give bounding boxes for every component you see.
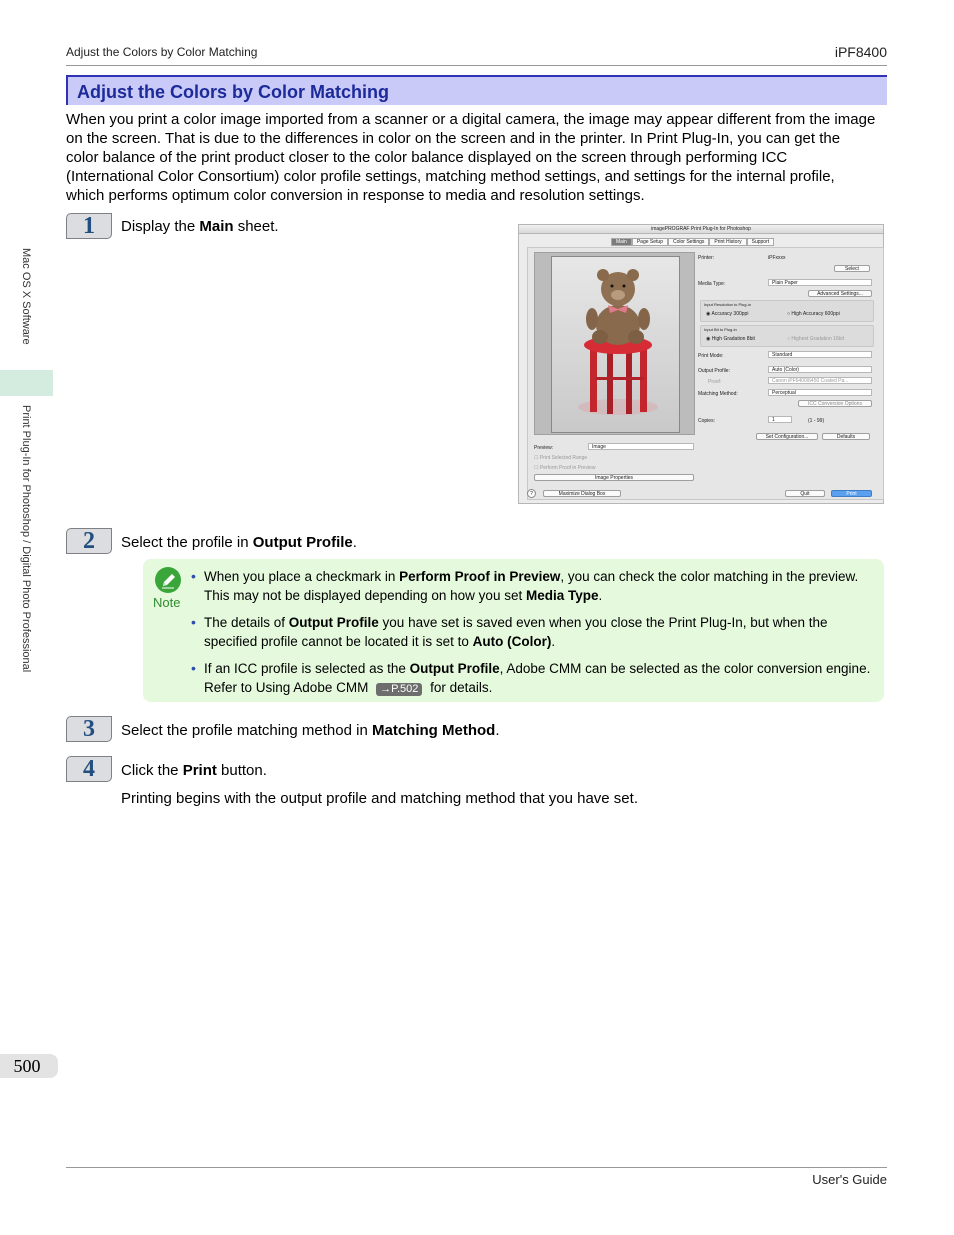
step-text-plain: button.: [216, 762, 267, 779]
note-bullet-text: [191, 613, 871, 651]
step-text-plain: .: [495, 722, 500, 739]
step-4-detail: Printing begins with the output profile and matching method that you have set.: [121, 790, 638, 807]
preview-label: Preview:: [534, 445, 554, 451]
pencil-note-icon: [155, 567, 181, 593]
step-2-text: [121, 534, 357, 551]
maximize-dialog-button[interactable]: Maximize Dialog Box: [543, 490, 621, 497]
step-text-bold: Matching Method: [371, 722, 496, 739]
text-bold: Output Profile: [409, 661, 500, 676]
note-label: Note: [153, 595, 181, 610]
footer-divider: [66, 1167, 887, 1168]
text-bold: Media Type: [525, 588, 599, 603]
print-mode-label: Print Mode:: [698, 353, 724, 359]
page-reference-link[interactable]: →P.502: [376, 683, 422, 696]
matching-method-label: Matching Method:: [698, 391, 738, 397]
note-bullet-text: [191, 659, 871, 697]
checkbox-icon: ☐: [534, 465, 540, 471]
step-text-bold: Print: [182, 762, 217, 779]
step-number-badge: 2: [66, 528, 112, 554]
preview-area: [534, 252, 695, 435]
radio-label: High Gradation 8bit: [711, 336, 755, 342]
step-text-plain: Select the profile in: [121, 534, 253, 551]
printer-label: Printer:: [698, 255, 715, 261]
note-bullet: [191, 567, 871, 605]
advanced-settings-button[interactable]: Advanced Settings...: [808, 290, 872, 297]
select-printer-button[interactable]: Select: [834, 265, 870, 272]
text-bold: Output Profile: [288, 615, 379, 630]
text-bold: Perform Proof in Preview: [399, 569, 561, 584]
text-run: .: [598, 588, 603, 603]
side-tab-print-plugin[interactable]: Print Plug-In for Photoshop / Digital Photo Professional: [20, 405, 32, 673]
step-number-badge: 1: [66, 213, 112, 239]
copies-label: Copies:: [698, 418, 715, 424]
tab-support[interactable]: Support: [747, 238, 775, 246]
defaults-button[interactable]: Defaults: [822, 433, 870, 440]
print-selected-range-checkbox[interactable]: [534, 455, 587, 461]
radio-label: High Accuracy 600ppi: [791, 311, 840, 317]
proof-checkbox-label[interactable]: Proof:: [708, 379, 722, 385]
input-bit-group: [700, 325, 874, 347]
step-text-plain: Select the profile matching method in: [121, 722, 372, 739]
input-resolution-title: Input Resolution to Plug-in: [704, 302, 751, 307]
step-text-plain: .: [352, 534, 357, 551]
teddy-bear-on-chair-image: [552, 257, 680, 433]
image-properties-button[interactable]: Image Properties: [534, 474, 694, 481]
dialog-main-pane: [527, 247, 884, 500]
tab-color-settings[interactable]: Color Settings: [668, 238, 709, 246]
copies-range: (1 - 99): [808, 418, 825, 424]
quit-button[interactable]: Quit: [785, 490, 825, 497]
help-button[interactable]: ?: [527, 489, 536, 498]
proof-select[interactable]: Canon iPF6400/6450 Coated Pa...: [768, 377, 872, 384]
radio-selected-icon: ◉: [706, 311, 712, 317]
intro-paragraph: When you print a color image imported from a scanner or a digital camera, the image may appear different from the image on the screen. That is due to the differences in color on the screen and in the printer. In Print Plug-In, you can get the color balance of the print product closer to the color balance displayed on the screen through performing ICC (International Color Consortium) color profile settings, matching method settings, and settings for the internal profile, which performs optimum color conversion in response to media and resolution settings.: [66, 111, 876, 204]
tab-main[interactable]: Main: [611, 238, 632, 246]
text-run: When you place a checkmark in: [204, 569, 400, 584]
radio-empty-icon: ○: [787, 336, 792, 342]
set-configuration-button[interactable]: Set Configuration...: [756, 433, 818, 440]
input-bit-title: Input Bit to Plug-in: [704, 327, 737, 332]
printer-value: iPFxxxx: [768, 255, 786, 261]
text-bold: Auto (Color): [472, 634, 552, 649]
step-number-badge: 3: [66, 716, 112, 742]
step-text-bold: Main: [199, 218, 234, 235]
text-run: , Adobe CMM can be selected as the color conversion engine. Refer to Using Adobe CMM: [204, 661, 871, 695]
matching-method-select[interactable]: Perceptual: [768, 389, 872, 396]
text-run: .: [551, 634, 556, 649]
side-tab-mac-os-x-software[interactable]: Mac OS X Software: [20, 248, 32, 345]
section-heading-text: Adjust the Colors by Color Matching: [77, 82, 390, 102]
step-1-text: [121, 218, 279, 235]
accuracy-600-radio[interactable]: [787, 311, 840, 317]
checkbox-label: Print Selected Range: [539, 455, 588, 461]
checkbox-icon: ☐: [534, 455, 540, 461]
gradation-16bit-radio[interactable]: [787, 336, 844, 342]
output-profile-select[interactable]: Auto (Color): [768, 366, 872, 373]
note-bullet: [191, 659, 871, 697]
tab-print-history[interactable]: Print History: [709, 238, 746, 246]
plugin-dialog-screenshot: [518, 224, 884, 504]
bullet-dot-icon: •: [191, 660, 196, 676]
checkbox-label: Perform Proof in Preview: [539, 465, 596, 471]
step-3-text: [121, 722, 499, 739]
radio-empty-icon: ○: [787, 311, 792, 317]
footer-guide-name: User's Guide: [812, 1172, 887, 1187]
perform-proof-checkbox[interactable]: [534, 465, 595, 471]
pencil-icon: [155, 567, 181, 593]
step-text-bold: Output Profile: [252, 534, 353, 551]
section-heading: [66, 75, 887, 105]
output-profile-label: Output Profile:: [698, 368, 730, 374]
step-text-plain: Display the: [121, 218, 200, 235]
note-box: [143, 559, 884, 702]
gradation-8bit-radio[interactable]: [706, 336, 755, 342]
step-number-badge: 4: [66, 756, 112, 782]
text-run: If an ICC profile is selected as the: [204, 661, 410, 676]
bullet-dot-icon: •: [191, 568, 196, 584]
icc-conversion-options-button[interactable]: ICC Conversion Options: [798, 400, 872, 407]
note-bullet-text: [191, 567, 871, 605]
bullet-dot-icon: •: [191, 614, 196, 630]
preview-select[interactable]: Image: [588, 443, 694, 450]
dialog-tab-bar: [611, 238, 774, 246]
side-tab-highlight: [0, 370, 53, 396]
print-mode-select[interactable]: Standard: [768, 351, 872, 358]
media-type-select[interactable]: Plain Paper: [768, 279, 872, 286]
running-header-title: Adjust the Colors by Color Matching: [66, 45, 258, 59]
text-run: for details.: [426, 680, 493, 695]
header-divider: [66, 65, 887, 66]
step-text-plain: sheet.: [233, 218, 279, 235]
tab-page-setup[interactable]: Page Setup: [632, 238, 668, 246]
text-run: , you can check the color matching in the preview. This may not be displayed depending on how you set: [204, 569, 859, 603]
running-header-model: iPF8400: [834, 44, 887, 60]
dialog-title-bar: imagePROGRAF Print Plug-In for Photoshop: [519, 225, 883, 234]
radio-label: Highest Gradation 16bit: [791, 336, 844, 342]
accuracy-300-radio[interactable]: [706, 311, 748, 317]
step-4-text: [121, 762, 267, 779]
preview-photo: [551, 256, 680, 433]
text-run: you have set is saved even when you close the Print Plug-In, but when the specified profile cannot be located it is set to: [204, 615, 828, 649]
step-text-plain: Click the: [121, 762, 183, 779]
radio-label: Accuracy 300ppi: [711, 311, 749, 317]
text-run: The details of: [204, 615, 289, 630]
print-button[interactable]: Print: [831, 490, 872, 497]
copies-input[interactable]: 1: [768, 416, 792, 423]
radio-selected-icon: ◉: [706, 336, 712, 342]
page-number: 500: [0, 1054, 58, 1078]
input-resolution-group: [700, 300, 874, 322]
media-type-label: Media Type:: [698, 281, 726, 287]
note-bullet: [191, 613, 871, 651]
